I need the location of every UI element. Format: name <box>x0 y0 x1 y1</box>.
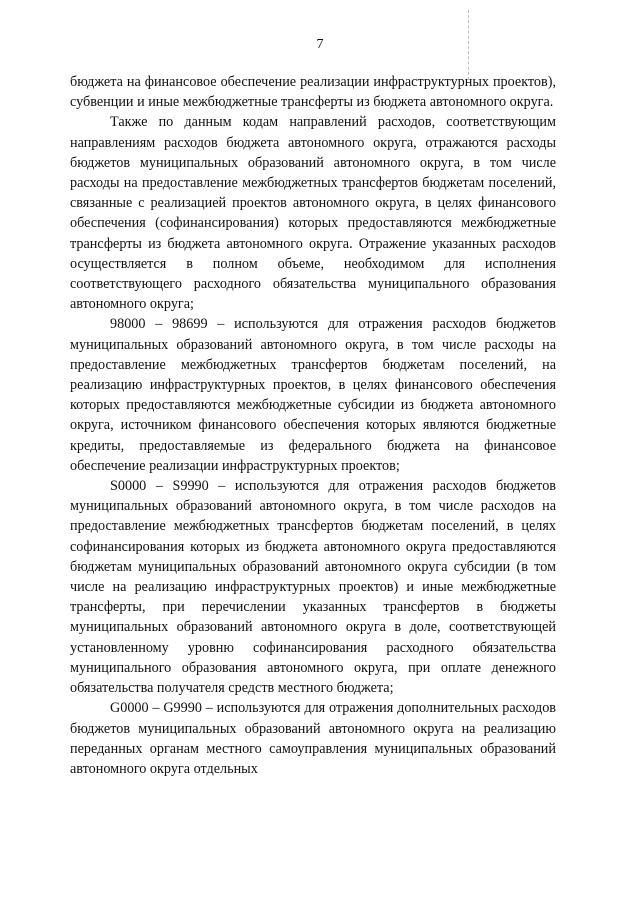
paragraph-codes-98000: 98000 – 98699 – используются для отражения расходов бюджетов муниципальных образований автономного округа, в том числе расходы на предоставление межбюджетных трансфертов бюджетам поселений, на реализацию инфраструктурных проектов, в целях финансового обеспечения которых предоставляются межбюджетные субсидии из бюджета автономного округа, источником финансового обеспечения которых являются бюджетные кредиты, предоставляемые из федерального бюджета на финансовое обеспечение реализации инфраструктурных проектов; <box>70 316 556 474</box>
paragraph-continuation: бюджета на финансовое обеспечение реализации инфраструктурных проектов), субвенции и иные межбюджетные трансферты из бюджета автономного округа. <box>70 74 556 111</box>
paragraph-codes-general: Также по данным кодам направлений расходов, соответствующим направлениям расходов бюджета автономного округа, отражаются расходы бюджетов муниципальных образований автономного округа, в том числе расходы на предоставление межбюджетных трансфертов бюджетам поселений, связанные с реализацией проектов автономного округа, в целях финансового обеспечения (софинансирования) которых предоставляются межбюджетные трансферты из бюджета автономного округа. Отражение указанных расходов осуществляется в полном объеме, необходимом для исполнения соответствующего расходного обязательства муниципального образования автономного округа; <box>70 114 556 313</box>
paragraph-codes-g0000: G0000 – G9990 – используются для отражения дополнительных расходов бюджетов муниципальных образований автономного округа на реализацию переданных органам местного самоуправления муниципальных образований автономного округа отдельных <box>70 700 556 777</box>
page-number: 7 <box>316 37 324 52</box>
paragraph-codes-s0000: S0000 – S9990 – используются для отражения расходов бюджетов муниципальных образований автономного округа, в том числе расходов на предоставление межбюджетных трансфертов бюджетам поселений, в целях софинансирования которых из бюджета автономного округа предоставляются бюджетам муниципальных образований автономного округа субсидии (в том числе на реализацию инфраструктурных проектов) и иные межбюджетные трансферты, при перечислении указанных трансфертов в бюджеты муниципальных образований автономного округа в доле, соответствующей установленному уровню софинансирования расходного обязательства муниципального образования автономного округа, при оплате денежного обязательства получателя средств местного бюджета; <box>70 478 556 697</box>
body-text <box>70 72 556 779</box>
